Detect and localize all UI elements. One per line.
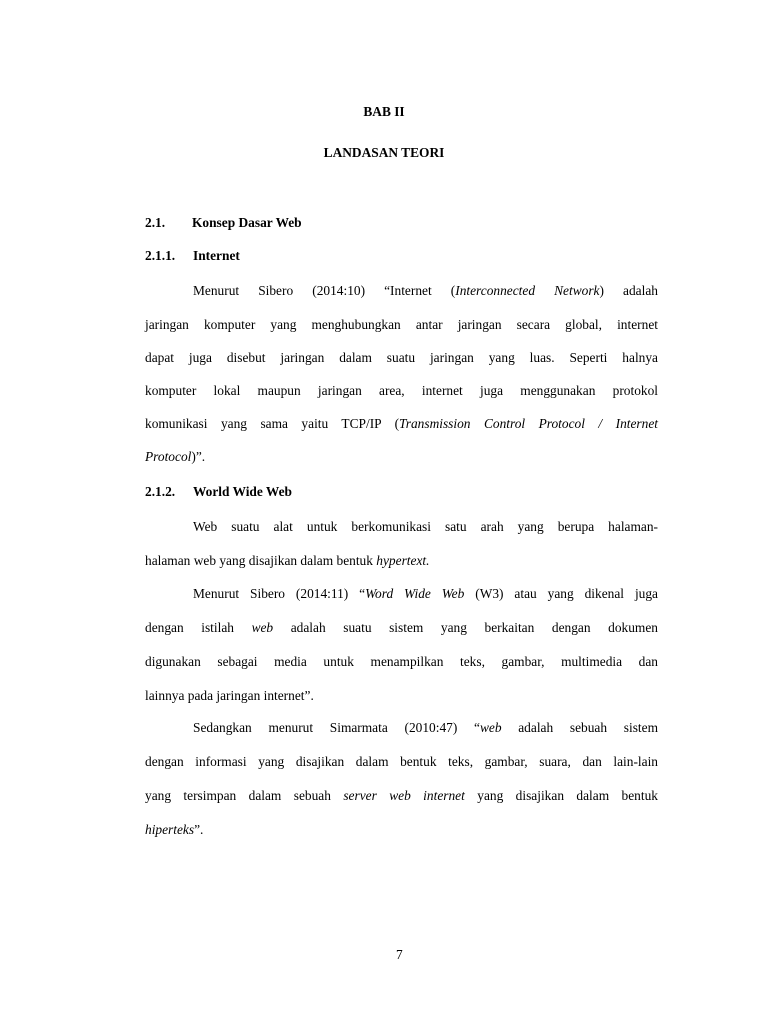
paragraph-line: dengan informasi yang disajikan dalam bentuk teks, gambar, suara, dan lain-lain [145,754,658,769]
paragraph-internet [145,282,658,465]
section-2-1-1-number: 2.1.1. [145,248,176,263]
section-2-1-1-title: Internet [193,248,240,263]
paragraph-line: jaringan komputer yang menghubungkan antar jaringan secara global, internet [145,317,658,332]
section-2-1-2-title: World Wide Web [193,484,292,499]
paragraph-line: dengan istilah web adalah suatu sistem yang berkaitan dengan dokumen [145,620,658,635]
paragraph-line: komputer lokal maupun jaringan area, internet juga menggunakan protokol [145,383,658,398]
paragraph-line: lainnya pada jaringan internet”. [145,688,314,703]
chapter-title: LANDASAN TEORI [323,145,445,160]
paragraph-line: yang tersimpan dalam sebuah server web internet yang disajikan dalam bentuk [145,788,658,803]
paragraph-line: Sedangkan menurut Simarmata (2010:47) “web adalah sebuah sistem [193,720,658,735]
paragraph-simarmata-web [145,719,658,838]
paragraph-line: digunakan sebagai media untuk menampilkan teks, gambar, multimedia dan [145,654,658,669]
paragraph-line: halaman web yang disajikan dalam bentuk hypertext. [145,553,430,568]
paragraph-line: Menurut Sibero (2014:10) “Internet (Interconnected Network) adalah [193,283,658,298]
paragraph-www-intro [145,518,658,569]
section-2-1-number: 2.1. [145,215,166,230]
paragraph-line: dapat juga disebut jaringan dalam suatu jaringan yang luas. Seperti halnya [145,350,658,365]
page-number: 7 [396,947,403,962]
paragraph-line: komunikasi yang sama yaitu TCP/IP (Transmission Control Protocol / Internet [145,416,658,431]
paragraph-line: Web suatu alat untuk berkomunikasi satu arah yang berupa halaman- [193,519,658,534]
paragraph-line: hiperteks”. [145,822,204,837]
paragraph-line: Protocol)”. [145,449,206,464]
section-2-1-title: Konsep Dasar Web [192,215,302,230]
paragraph-sibero-web [145,585,658,704]
paragraph-line: Menurut Sibero (2014:11) “Word Wide Web (W3) atau yang dikenal juga [193,586,658,601]
section-2-1-2-number: 2.1.2. [145,484,176,499]
chapter-number: BAB II [363,104,405,119]
